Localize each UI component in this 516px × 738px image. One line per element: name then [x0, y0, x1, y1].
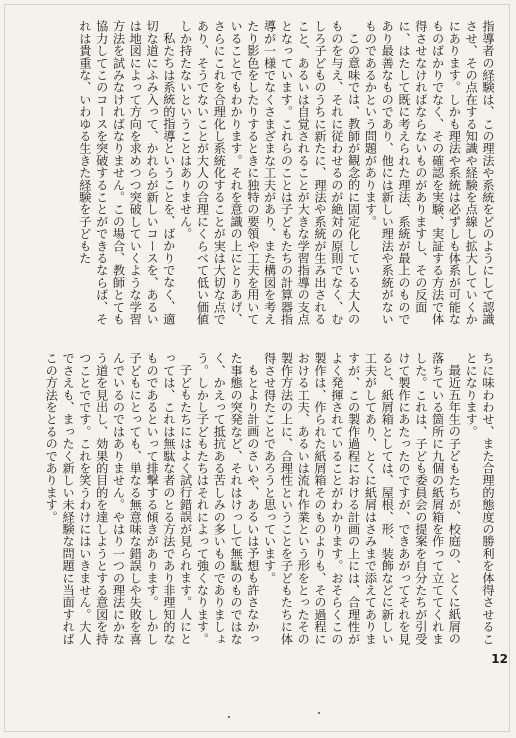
paragraph: もとより計画のさいや、あるいは予想も許さなかった事態の突発など、それはけっして無駄のものではなく、かえって抵抗ある苦しみの多いものでありましょう。しかし子どもたちはそれによって強くなります。 — [195, 352, 260, 645]
upper-text-block — [20, 20, 496, 330]
paragraph: ちに味わわせ、また合理的態度の勝利を体得させることになります。 — [464, 352, 495, 645]
page-number: 12 — [491, 652, 508, 666]
lower-text-block — [20, 352, 496, 652]
paragraph: 最近五年生の子どもたちが、校庭の、とくに紙屑の落ちている箇所に九個の紙屑箱を作って立ててくれました。これは、子ども委員会の提案を自分たちが引受けて製作にあたったのですが、できあがってそれを見ると、紙屑箱としては、屋根、形、装飾などに新しい工夫がしてあり、とくに紙屑はさみまで添えてありますが、この製作過程における計画の上には、合理性がよく発揮されていることがわかります。おそらくこの製作は、作られた紙屑箱そのものよりも、その過程における工夫、あるいは流れ作業という形をとったその製作方法の上に、合理性ということを子どもたちに体得させ得たことであろうと思っています。 — [262, 352, 462, 645]
paragraph: 指導者の経験は、この理法や系統をどのようにして認識させ、その点在する知識や経験を点線し拡大していくかにあります。しかも理法や系統は必ずしも体系が可能なものばかりでなく、その確認を実験、実証する方法で体得させなければならないものがありますし、その反面に、はたして既に考えられた理法、系統が最上のものであり最善なものであり、他には新しい理法や系統がないものであるかという問題があります。 — [363, 20, 495, 325]
print-speck — [318, 712, 320, 714]
paragraph: この意味では、教師が観念的に固定化している大人のものを与え、それに従わせるのが絶対の原則でなく、むしろ子どものうちに新たに、理法や系統が生み出されること、あるいは自覚されることが大きな学習指導の支点となっています。これらのことは子どもたちの計算器指導が一様でなくさまざまな工夫があり、また構図を考えたり影色をしたりするときに独特の要領や工夫を用いていることでもわかります。それを意識の上にとりあげ、さらにこれを合理化し系統化することが実は大切な点であり、そうでないことが大人の合理にくらべて低い価値しか持たないということはありません。 — [178, 20, 361, 325]
print-speck — [228, 716, 230, 718]
paragraph: 子どもたちにはよく試行錯誤が見られます。人にとっては、これは無駄な者のとる方法であり非理知的なものであるといって排撃する傾きがあります。しかし子どもにとっても、単なる無意味な錯誤しや失敗を喜んでいるのではありません。やはり一つの理法にかなう道を見出し、効果的目的を達しようとする意図を持つことでです。これを笑うわけにはいきません。大人でさえも、まったく新しい未経験な問題に当面すればこの方法をとるのであります。 — [44, 352, 193, 645]
paragraph: 私たちは系統的指導ということを、ばかりでなく、適切な道にふみ入って、かれらが新しいコースを、あるいは地図によって方向を求めつつ突破していくような学習方法を試みなければなりません。この場合、教師とても協力してこのコースを突破することができるならば、それは貴重な、いわゆる生きた経験を子どもた — [77, 20, 176, 325]
